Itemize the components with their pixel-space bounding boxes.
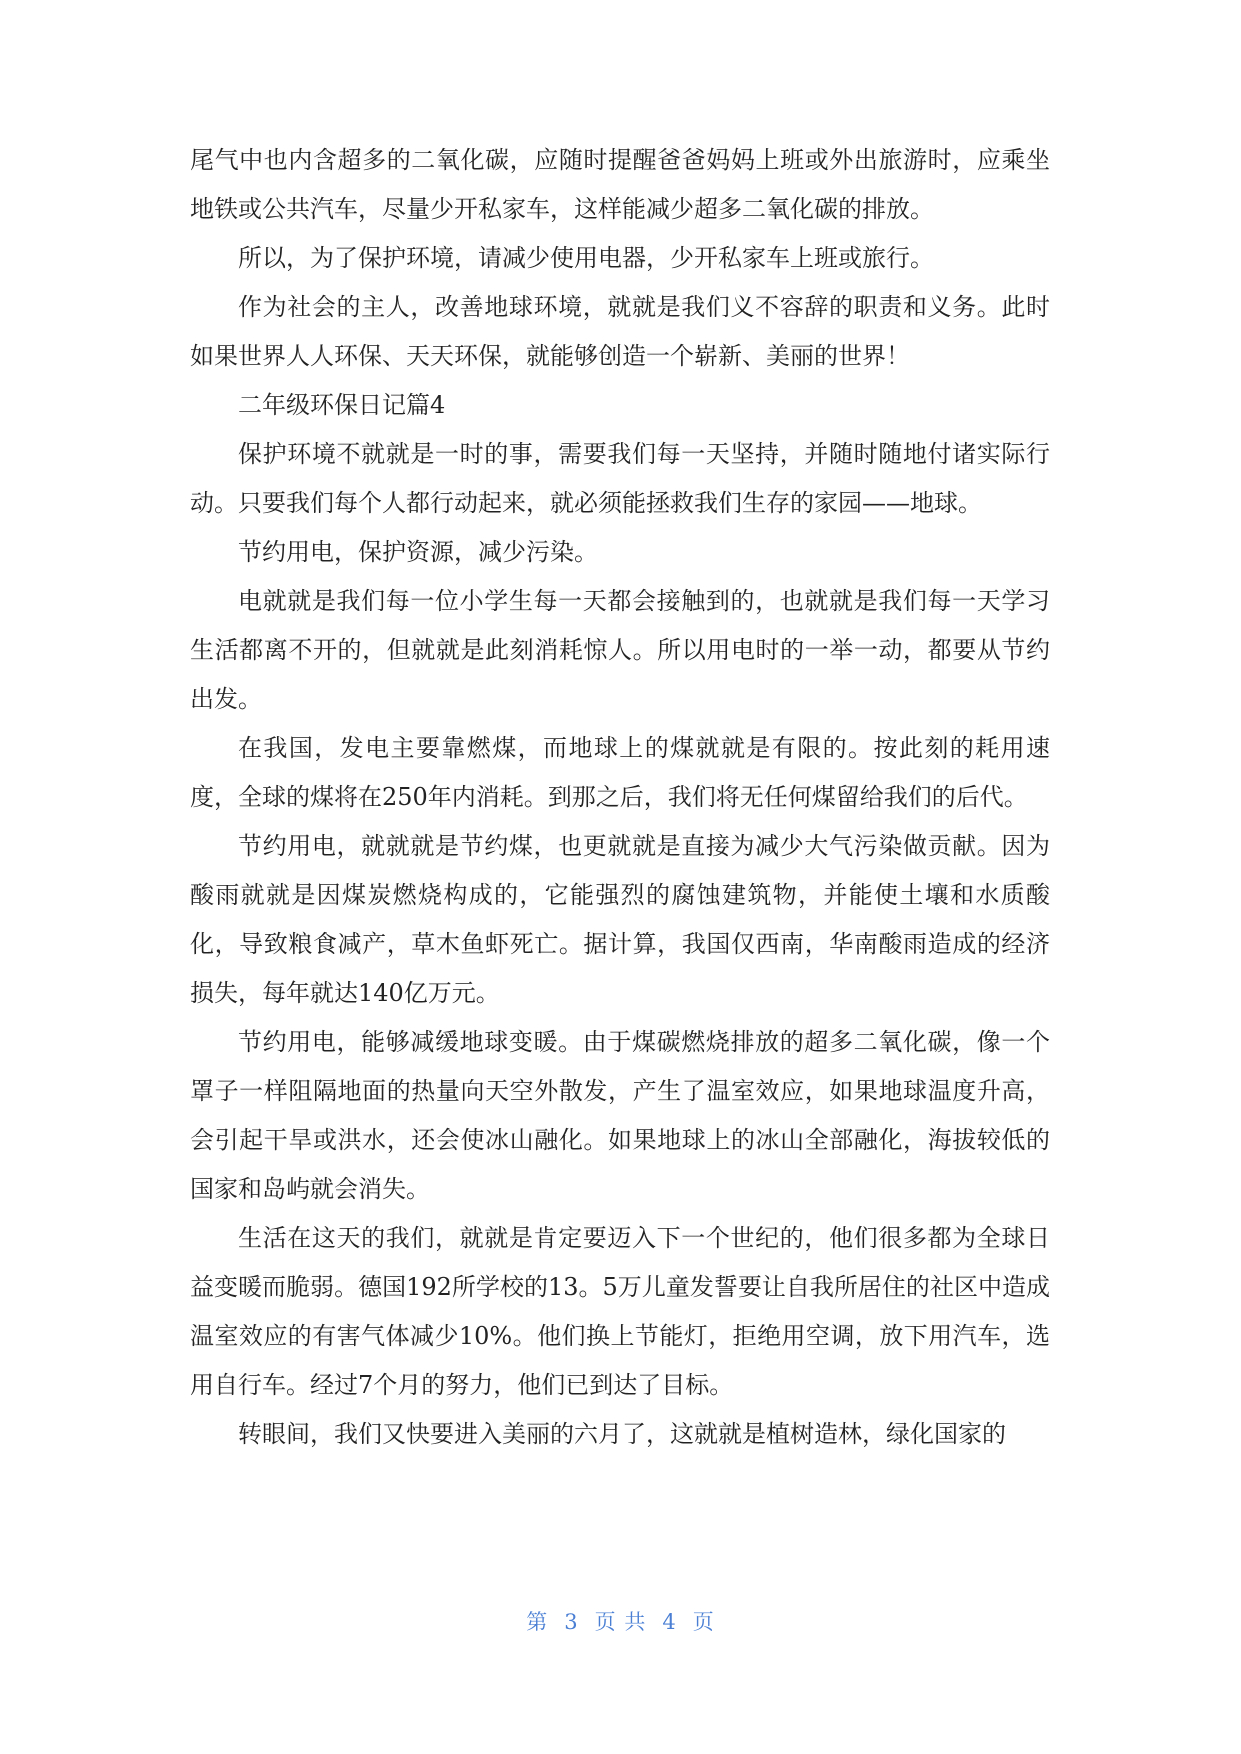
current-page-number: 3	[564, 1610, 579, 1634]
paragraph: 作为社会的主人，改善地球环境，就就是我们义不容辞的职责和义务。此时如果世界人人环保、天天环保，就能够创造一个崭新、美丽的世界！	[190, 293, 1050, 370]
document-body	[190, 136, 1050, 1459]
total-page-number: 4	[662, 1610, 677, 1634]
paragraph: 节约用电，能够减缓地球变暖。由于煤碳燃烧排放的超多二氧化碳，像一个罩子一样阻隔地面的热量向天空外散发，产生了温室效应，如果地球温度升高，会引起干旱或洪水，还会使冰山融化。如果地球上的冰山全部融化，海拔较低的国家和岛屿就会消失。	[190, 1028, 1050, 1203]
page-footer	[0, 1606, 1241, 1636]
paragraph: 生活在这天的我们，就就是肯定要迈入下一个世纪的，他们很多都为全球日益变暖而脆弱。德国192所学校的13。5万儿童发誓要让自我所居住的社区中造成温室效应的有害气体减少10%。他们换上节能灯，拒绝用空调，放下用汽车，选用自行车。经过7个月的努力，他们已到达了目标。	[190, 1224, 1050, 1399]
paragraph: 保护环境不就就是一时的事，需要我们每一天坚持，并随时随地付诸实际行动。只要我们每个人都行动起来，就必须能拯救我们生存的家园——地球。	[190, 440, 1050, 517]
paragraph: 所以，为了保护环境，请减少使用电器，少开私家车上班或旅行。	[238, 244, 934, 272]
page-suffix: 页	[692, 1610, 715, 1634]
paragraph: 节约用电，就就就是节约煤，也更就就是直接为减少大气污染做贡献。因为酸雨就就是因煤炭燃烧构成的，它能强烈的腐蚀建筑物，并能使土壤和水质酸化，导致粮食减产，草木鱼虾死亡。据计算，我国仅西南，华南酸雨造成的经济损失，每年就达140亿万元。	[190, 832, 1050, 1007]
paragraph: 电就就是我们每一位小学生每一天都会接触到的，也就就是我们每一天学习生活都离不开的，但就就是此刻消耗惊人。所以用电时的一举一动，都要从节约出发。	[190, 587, 1050, 713]
page-middle: 页 共	[594, 1610, 647, 1634]
page-prefix: 第	[526, 1610, 549, 1634]
section-heading: 二年级环保日记篇4	[238, 391, 446, 419]
paragraph: 转眼间，我们又快要进入美丽的六月了，这就就是植树造林，绿化国家的	[238, 1420, 1006, 1448]
paragraph: 节约用电，保护资源，减少污染。	[238, 538, 598, 566]
paragraph: 尾气中也内含超多的二氧化碳，应随时提醒爸爸妈妈上班或外出旅游时，应乘坐地铁或公共汽车，尽量少开私家车，这样能减少超多二氧化碳的排放。	[190, 146, 1050, 223]
paragraph: 在我国，发电主要靠燃煤，而地球上的煤就就是有限的。按此刻的耗用速度，全球的煤将在250年内消耗。到那之后，我们将无任何煤留给我们的后代。	[190, 734, 1050, 811]
